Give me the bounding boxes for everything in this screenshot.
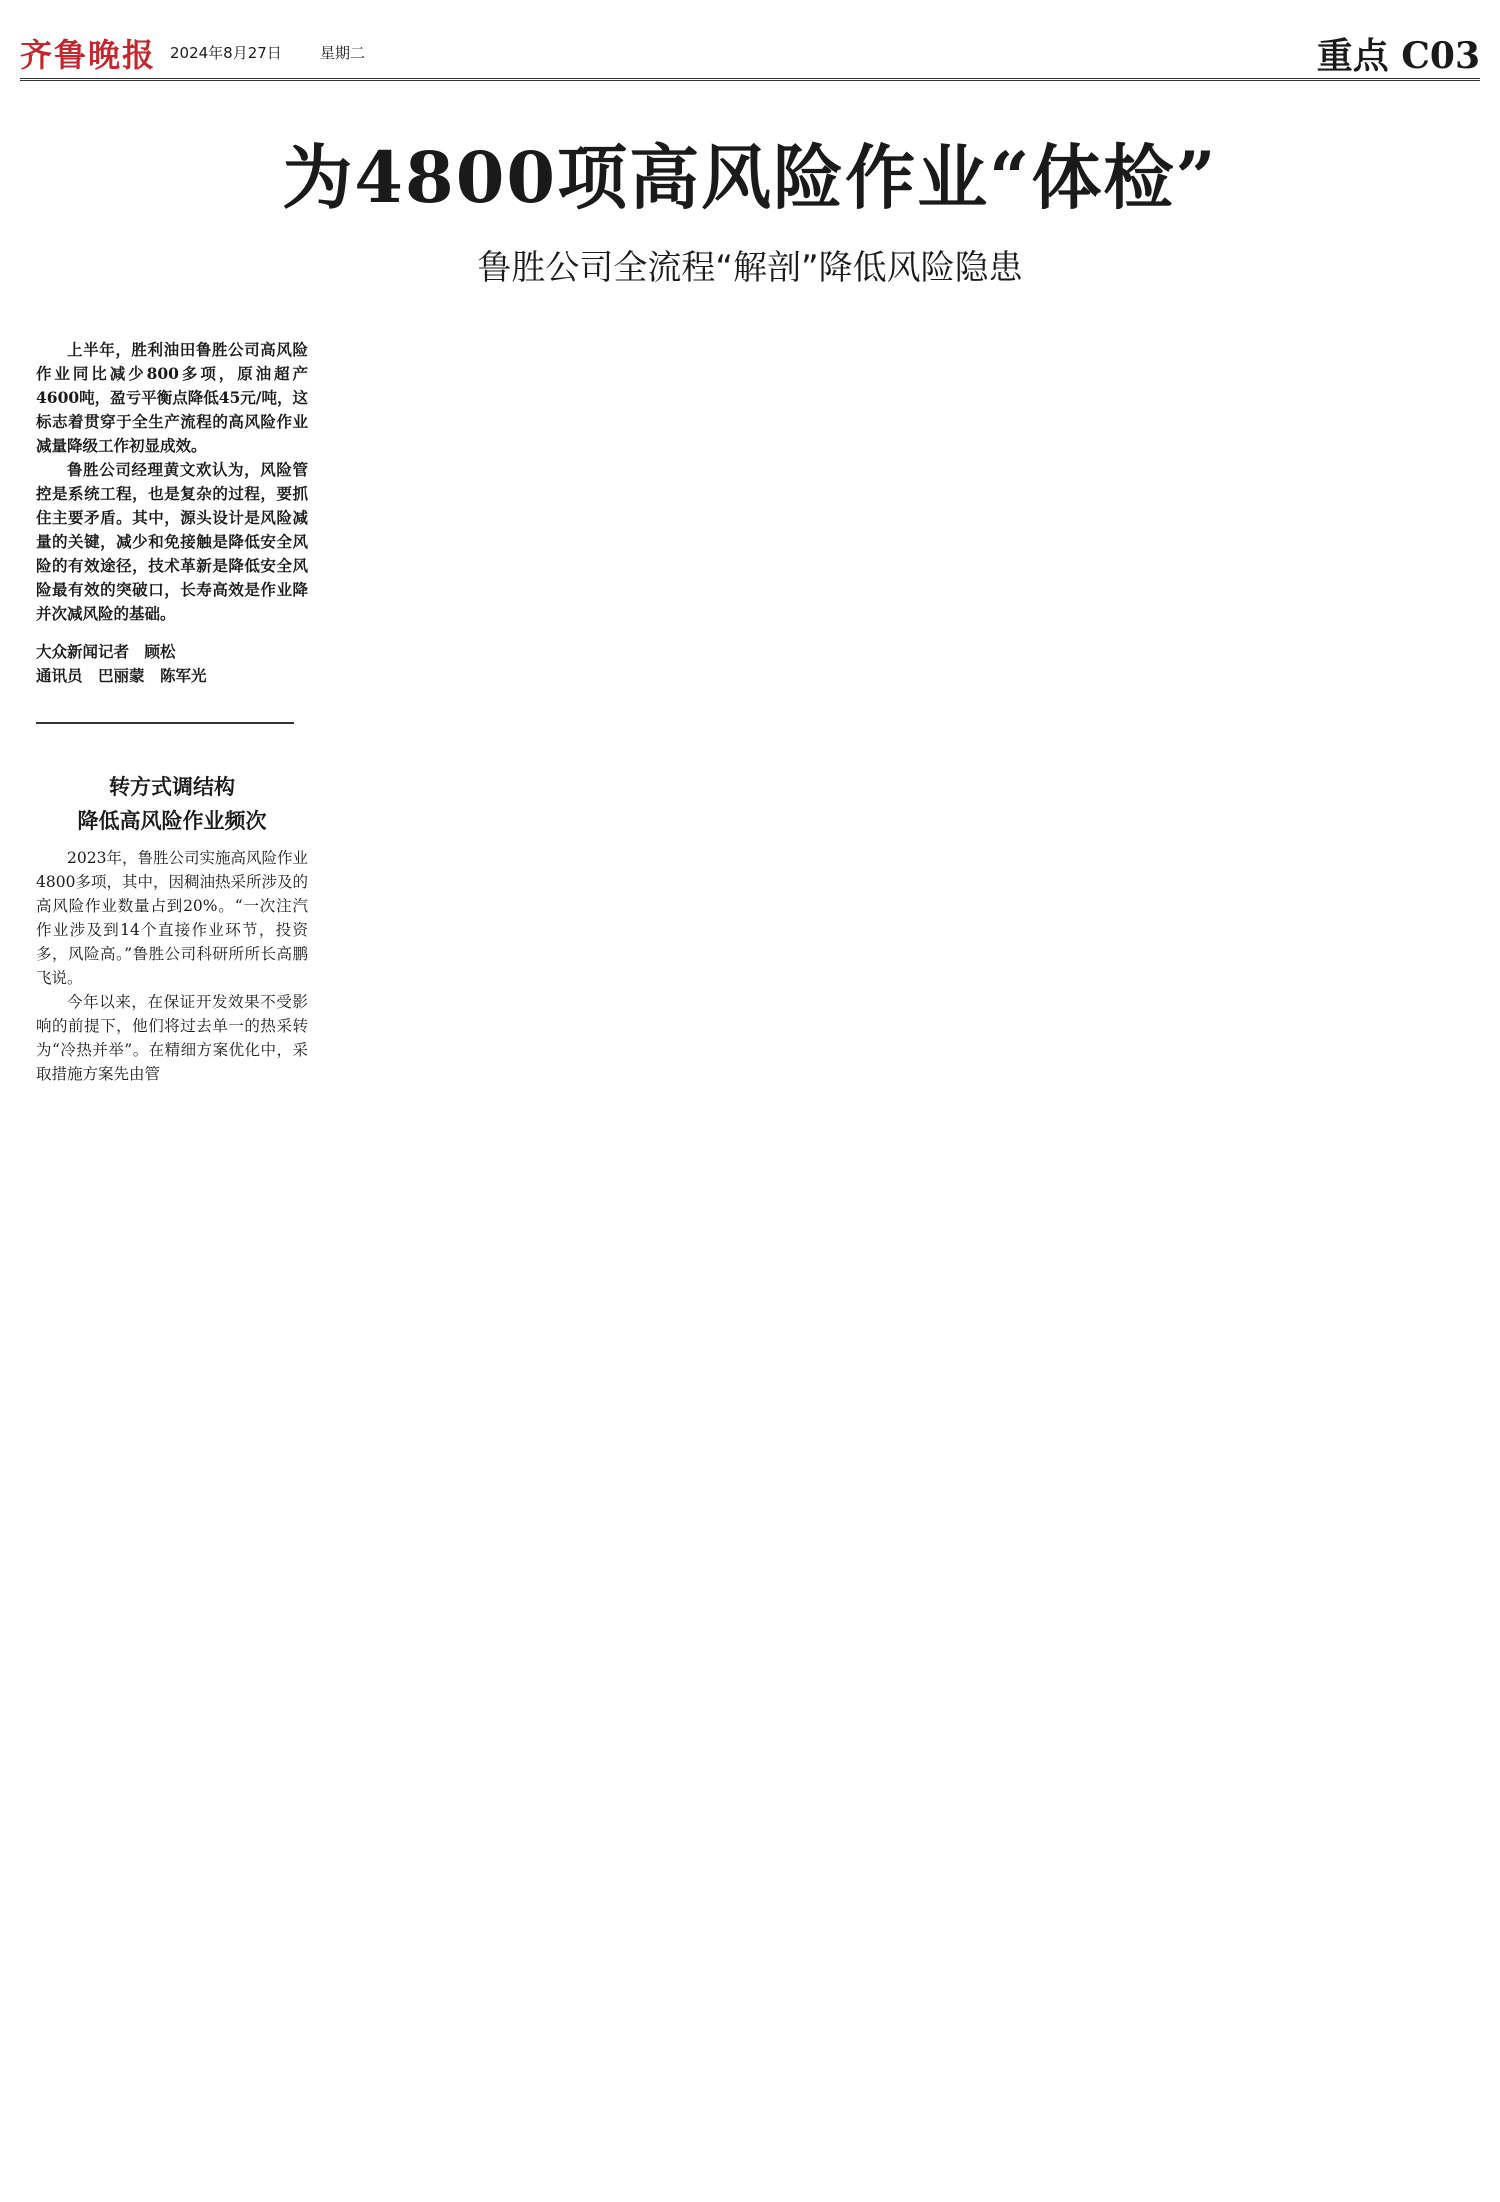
section-heading: 降低高风险作业频次 bbox=[77, 809, 267, 833]
lead-paragraph: 上半年，胜利油田鲁胜公司高风险作业同比减少800多项，原油超产4600吨，盈亏平衡点降低45元/吨，这标志着贯穿于全生产流程的高风险作业减量降级工作初显成效。 bbox=[36, 340, 308, 455]
masthead bbox=[20, 28, 1480, 81]
main-subheadline: 鲁胜公司全流程“解剖”降低风险隐患 bbox=[477, 248, 1023, 288]
byline-reporter: 大众新闻记者 顾松 bbox=[36, 642, 176, 661]
byline-correspondents: 通讯员 巴丽蒙 陈军光 bbox=[36, 666, 207, 685]
body-paragraph: 今年以来，在保证开发效果不受影响的前提下，他们将过去单一的热采转为“冷热并举”。在精细方案优化中，采取措施方案先由管 bbox=[36, 993, 308, 1083]
section-heading: 转方式调结构 bbox=[109, 775, 235, 799]
newspaper-logo: 齐鲁晚报 bbox=[20, 36, 157, 74]
body-paragraph: 2023年，鲁胜公司实施高风险作业4800多项，其中，因稠油热采所涉及的高风险作业数量占到20%。“一次注汽作业涉及到14个直接作业环节，投资多，风险高。”鲁胜公司科研所所长高鹏飞说。 bbox=[36, 849, 308, 987]
column-divider bbox=[36, 722, 294, 724]
issue-weekday: 星期二 bbox=[320, 44, 366, 62]
lead-paragraph: 鲁胜公司经理黄文欢认为，风险管控是系统工程，也是复杂的过程，要抓住主要矛盾。其中，源头设计是风险减量的关键，减少和免接触是降低安全风险的有效途径，技术革新是降低安全风险最有效的突破口，长寿高效是作业降并次减风险的基础。 bbox=[36, 460, 308, 623]
issue-date: 2024年8月27日 bbox=[170, 44, 282, 62]
section-label: 重点 C03 bbox=[1316, 35, 1480, 77]
lead-article bbox=[36, 338, 308, 688]
main-headline: 为4800项高风险作业“体检” bbox=[282, 136, 1218, 219]
section-transform bbox=[36, 770, 308, 1086]
